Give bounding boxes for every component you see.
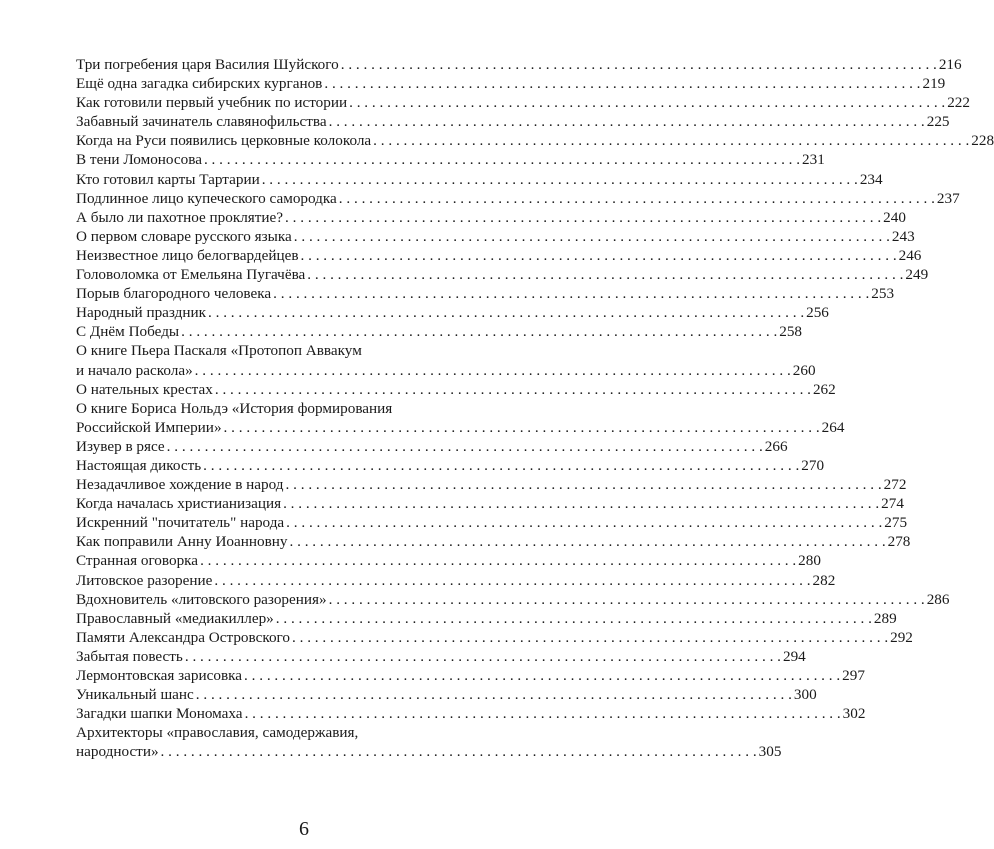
toc-entry: [76, 723, 782, 761]
toc-entry: [76, 112, 950, 131]
toc-entry-page: 243: [891, 227, 915, 245]
toc-entry: [76, 227, 915, 246]
dot-leader: [224, 418, 820, 437]
dot-leader: [200, 551, 796, 570]
toc-entry-title: Лермонтовская зарисовка: [76, 667, 243, 684]
toc-entry: [76, 170, 883, 189]
toc-entry-title-line: Архитекторы «православия, самодержавия,: [76, 724, 359, 742]
toc-entry-page: 222: [947, 94, 970, 112]
toc-entry: [76, 189, 960, 208]
dot-leader: [339, 189, 935, 208]
toc-entry: [76, 303, 829, 322]
toc-entry-page: 228: [971, 132, 994, 150]
toc-entry-title: Как готовили первый учебник по истории: [76, 94, 348, 112]
toc-entry-title: Когда на Руси появились церковные колокола: [76, 132, 372, 150]
toc-entry-page: 219: [922, 75, 946, 93]
toc-entry-page: 249: [905, 266, 929, 284]
toc-entry-title: Народный праздник: [76, 304, 206, 322]
toc-entry-page: 289: [873, 609, 897, 627]
dot-leader: [341, 55, 937, 74]
toc-entry-page: 266: [764, 437, 788, 455]
toc-entry-page: 246: [898, 246, 922, 264]
toc-entry: [76, 647, 806, 666]
toc-entry: [76, 131, 994, 150]
toc-entry-title: Три погребения царя Василия Шуйского: [76, 56, 339, 73]
toc-entry: [76, 494, 904, 513]
toc-entry-page: 300: [793, 686, 817, 704]
dot-leader: [204, 150, 800, 169]
toc-entry: [76, 150, 825, 169]
dot-leader: [329, 112, 925, 131]
toc-entry-page: 262: [812, 380, 836, 398]
toc-entry: [76, 246, 922, 265]
toc-entry-page: 297: [842, 667, 865, 684]
toc-entry-page: 280: [798, 552, 821, 570]
toc-entry-page: 272: [883, 476, 907, 494]
dot-leader: [215, 380, 811, 399]
toc-entry-page: 234: [859, 170, 883, 188]
toc-entry-page: 253: [871, 285, 895, 303]
toc-entry: [76, 437, 788, 456]
toc-entry-title: Порыв благородного человека: [76, 285, 272, 303]
toc-entry: [76, 685, 817, 704]
toc-entry-title: Искренний "почитатель" народа: [76, 514, 285, 532]
toc-entry-title: Вдохновитель «литовского разорения»: [76, 590, 327, 608]
dot-leader: [203, 456, 799, 475]
dot-leader: [283, 494, 879, 513]
dot-leader: [214, 571, 810, 590]
toc-entry: [76, 628, 913, 647]
dot-leader: [196, 685, 792, 704]
toc-entry: [76, 513, 908, 532]
dot-leader: [181, 322, 777, 341]
dot-leader: [262, 170, 858, 189]
toc-entry-page: 225: [926, 113, 950, 131]
toc-entry-page: 231: [802, 151, 825, 169]
toc-entry: [76, 475, 907, 494]
toc-entry-page: 294: [782, 647, 806, 665]
toc-entry-title: и начало раскола»: [76, 361, 193, 379]
toc-entry-page: 256: [806, 304, 829, 322]
toc-entry-page: 282: [812, 571, 836, 589]
toc-entry: [76, 284, 895, 303]
toc-entry: [76, 551, 821, 570]
toc-entry: [76, 456, 825, 475]
toc-entry-page: 260: [792, 361, 816, 379]
dot-leader: [307, 265, 903, 284]
toc-entry-title: Забытая повесть: [76, 647, 183, 665]
toc-entry-title: Когда началась христианизация: [76, 495, 282, 513]
toc-entry: [76, 74, 946, 93]
toc-entry: [76, 666, 865, 685]
dot-leader: [329, 590, 925, 609]
toc-entry-page: 270: [801, 456, 825, 474]
toc-entry-title: Изувер в рясе: [76, 437, 165, 455]
toc-entry-page: 305: [758, 743, 782, 761]
toc-entry: [76, 93, 970, 112]
page-number: 6: [299, 818, 309, 840]
toc-entry: [76, 704, 866, 723]
toc-entry-page: 274: [881, 495, 904, 513]
toc-entry-title: Кто готовил карты Тартарии: [76, 170, 260, 188]
dot-leader: [161, 742, 757, 761]
toc-entry-page: 216: [938, 56, 962, 73]
toc-entry-page: 302: [842, 705, 866, 723]
toc-entry-title: Православный «медиакиллер»: [76, 609, 274, 627]
toc-entry-page: 275: [884, 514, 908, 532]
toc-entry: [76, 341, 816, 379]
toc-entry-title: Подлинное лицо купеческого самородка: [76, 189, 337, 207]
dot-leader: [290, 532, 886, 551]
toc-entry-title: В тени Ломоносова: [76, 151, 202, 169]
toc-entry: [76, 55, 962, 74]
dot-leader: [286, 475, 882, 494]
toc-entry: [76, 208, 906, 227]
toc-entry-title: Головоломка от Емельяна Пугачёва: [76, 266, 306, 284]
toc-entry-title: Незадачливое хождение в народ: [76, 476, 284, 494]
toc-entry-title: Неизвестное лицо белогвардейцев: [76, 246, 299, 264]
toc-entry-page: 237: [936, 189, 960, 207]
toc-entry: [76, 532, 911, 551]
dot-leader: [276, 609, 872, 628]
dot-leader: [285, 208, 881, 227]
toc-entry-title: Загадки шапки Мономаха: [76, 705, 243, 723]
toc-entry-title: А было ли пахотное проклятие?: [76, 208, 284, 226]
toc-entry: [76, 322, 803, 341]
dot-leader: [294, 227, 890, 246]
toc-entry-title: Уникальный шанс: [76, 686, 194, 704]
dot-leader: [195, 361, 791, 380]
toc-entry-title-line: О книге Пьера Паскаля «Протопоп Аввакум: [76, 342, 362, 360]
toc-entry-page: 292: [890, 628, 913, 646]
toc-entry-title: О первом словаре русского языка: [76, 227, 292, 245]
toc-entry-title: Настоящая дикость: [76, 456, 202, 474]
toc-entry-page: 264: [821, 418, 845, 436]
dot-leader: [245, 704, 841, 723]
toc-entry-title: О нательных крестах: [76, 380, 213, 398]
toc-entry: [76, 590, 950, 609]
toc-entry-title: Странная оговорка: [76, 552, 199, 570]
dot-leader: [349, 93, 945, 112]
toc-entry-title: Памяти Александра Островского: [76, 628, 290, 646]
dot-leader: [185, 647, 781, 666]
dot-leader: [208, 303, 804, 322]
toc-entry-page: 258: [779, 323, 803, 341]
toc-entry-title: Ещё одна загадка сибирских курганов: [76, 75, 323, 93]
toc-entry: [76, 571, 836, 590]
dot-leader: [373, 131, 969, 150]
toc-entry: [76, 399, 845, 437]
toc-entry-title: Как поправили Анну Иоанновну: [76, 533, 288, 551]
toc-entry-page: 240: [883, 208, 906, 226]
toc-entry: [76, 265, 929, 284]
toc-entry-title: Забавный зачинатель славянофильства: [76, 113, 327, 131]
toc-entry-title: С Днём Победы: [76, 323, 180, 341]
dot-leader: [292, 628, 888, 647]
toc-entry-page: 278: [887, 533, 911, 551]
dot-leader: [167, 437, 763, 456]
dot-leader: [324, 74, 920, 93]
dot-leader: [286, 513, 882, 532]
toc-entry: [76, 380, 836, 399]
dot-leader: [244, 666, 840, 685]
toc-entry-title: Российской Империи»: [76, 418, 222, 436]
toc-entry-title: Литовское разорение: [76, 571, 213, 589]
toc-entry-page: 286: [926, 590, 950, 608]
toc-entry-title: народности»: [76, 743, 159, 761]
toc-entry-title-line: О книге Бориса Нольдэ «История формирования: [76, 399, 393, 417]
table-of-contents: [76, 55, 994, 761]
dot-leader: [273, 284, 869, 303]
dot-leader: [301, 246, 897, 265]
toc-entry: [76, 609, 897, 628]
